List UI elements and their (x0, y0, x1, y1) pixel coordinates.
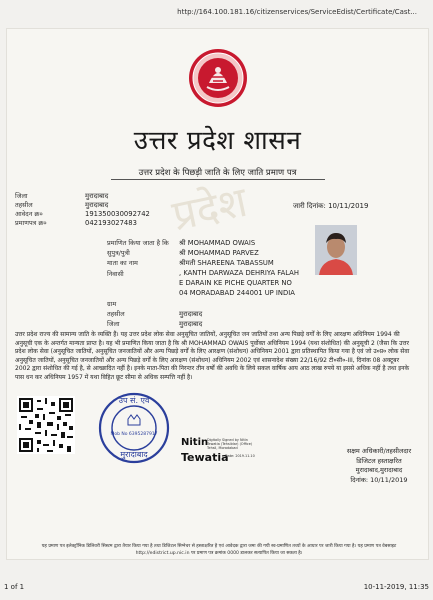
detail-value-address-line1: , KANTH DARWAZA DEHRIYA FALAH (179, 269, 299, 277)
detail-value-tehsil: मुरादाबाद (179, 310, 203, 318)
header-label-application-no: आवेदन क्र० (15, 210, 43, 218)
signature-note-1: Digitally Signed by Nitin (207, 438, 248, 442)
detail-label-resident: निवासी (107, 270, 124, 278)
header-label-tehsil: तहसील (15, 201, 33, 209)
qr-code-icon (17, 396, 75, 454)
print-timestamp: 10-11-2019, 11:35 (363, 583, 429, 591)
detail-value-father: श्री MOHAMMAD PARVEZ (179, 249, 259, 257)
subtitle-underline (111, 179, 325, 180)
browser-url: http://164.100.181.16/citizenservices/ServiceEdist/Certificate/Cast... (177, 8, 417, 16)
header-value-tehsil: मुरादाबाद (85, 201, 109, 209)
official-stamp (95, 389, 173, 467)
signature-note-2: Tewatia (Tehsildar) (Office) (207, 442, 253, 446)
header-label-district: जिला (15, 192, 28, 200)
page-title: उत्तर प्रदेश शासन (133, 126, 302, 156)
signature-name-line2: Tewatia (181, 451, 229, 464)
officer-block (333, 447, 425, 485)
header-value-certificate-no: 042193027483 (85, 219, 137, 227)
officer-location: मुरादाबाद,मुरादाबाद (355, 466, 403, 475)
certificate-body-text: उत्तर प्रदेश राज्य की सामान्य जाति के व्यक्ति हैं। यह उत्तर प्रदेश लोक सेवा अनुसूचित जातियों, अनुसूचित जन जातियों तथा अन्य पिछड़े वर्गों के लिए आरक्षण अधिनियम 1994 की अनुसूची एक के अन्तर्गत मान्यता प्राप्त है। यह भी प्रमाणित किया जाता है कि श्री MOHAMMAD OWAIS पूर्वोक्त अधिनियम 1994 (यथा संशोधित) की अनुसूची 2 (जैसा कि उत्तर प्रदेश लोक सेवा (अनुसूचित जातियों, अनुसूचित जनजातियों और अन्य पिछड़े वर्गों के लिए आरक्षण (संशोधन) अधिनियम 2001 द्वारा प्रतिस्थापित किया गया है एवं जो उ०प्र० लोक सेवा अनुसूचित जातियों, अनुसूचित जनजातियों और अन्य पिछड़े वर्गों के लिए आरक्षण (संशोधन) अधिनियम 2002 एवं शासनादेश संख्या 22/16/92 टी०सी०-III, दिनांक 08 अक्टूबर 2002 द्वारा संशोधित की गई है, से आच्छादित नहीं है। इनके माता-पिता की निरन्तर तीन वर्षों की अवधि के लिये सकल वार्षिक आय आठ लाख रुपये या इससे अधिक नहीं है तथा इनके पास धन कर अधिनियम 1957 में यथा विहित छूट सीमा से अधिक सम्पत्ति नहीं है। (15, 331, 410, 381)
stamp-text-middle: Mob No 6395287917 (110, 432, 158, 437)
detail-value-mother: श्रीमती SHAREENA TABASSUM (179, 259, 274, 267)
detail-label-mother: माता का नाम (107, 259, 138, 267)
detail-value-address-line2: E DARAIN KE PICHE QUARTER NO (179, 279, 292, 287)
detail-label-district: जिला (107, 320, 120, 328)
issue-date: जारी दिनांक: 10/11/2019 (293, 202, 369, 210)
stamp-text-bottom: मुरादाबाद (120, 450, 148, 459)
state-emblem-icon (187, 47, 249, 109)
detail-label-tehsil: तहसील (107, 310, 125, 318)
header-value-district: मुरादाबाद (85, 192, 109, 200)
digital-signature (181, 437, 255, 467)
stamp-text-top: उप सं. एवं (118, 396, 150, 405)
page-indicator: 1 of 1 (4, 583, 25, 591)
footer-note: यह प्रमाण पत्र इलेक्ट्रॉनिक डिलिवरी सिस्टम द्वारा तैयार किया गया है तथा डिजिटल सिग्नेचर से हस्ताक्षरित है एवं आवेदक द्वारा जमा की गयी स्व-प्रमाणित तथ्यों के आधार पर जारी किया गया है। यह प्रमाण पत्र वेबसाइट http://edistrict.up.nic.in पर प्रमाण पत्र क्रमांक 0000 डालकर सत्यापित किया जा सकता है। (41, 544, 397, 556)
signature-note-4: Date: 2019.11.10 (225, 454, 255, 458)
detail-label-child-of: सुपुत्र/पुत्री (107, 249, 130, 257)
officer-title: सक्षम अधिकारी/तहसीलदार (346, 447, 412, 455)
detail-label-village: ग्राम (107, 300, 117, 308)
header-value-application-no: 191350030092742 (85, 210, 150, 218)
signature-name-line1: Nitin (181, 437, 209, 448)
certificate-document (6, 28, 429, 560)
detail-value-district: मुरादाबाद (179, 320, 203, 328)
officer-signed-note: डिजिटल हस्ताक्षरित (356, 456, 402, 465)
watermark-text: प्रदेश (167, 176, 252, 241)
detail-value-address-line3: 04 MORADABAD 244001 UP INDIA (179, 289, 295, 297)
signature-note-3: Tehsil, Moradabad (207, 446, 238, 450)
detail-value-name: श्री MOHAMMAD OWAIS (179, 239, 256, 247)
applicant-photo (315, 225, 357, 275)
detail-label-certified: प्रमाणित किया जाता है कि (107, 239, 169, 247)
certificate-subtitle: उत्तर प्रदेश के पिछड़ी जाति के लिए जाति प्रमाण पत्र (138, 168, 297, 178)
header-label-certificate-no: प्रमाणपत्र क्र० (15, 219, 47, 227)
officer-date: दिनांक: 10/11/2019 (350, 475, 408, 484)
